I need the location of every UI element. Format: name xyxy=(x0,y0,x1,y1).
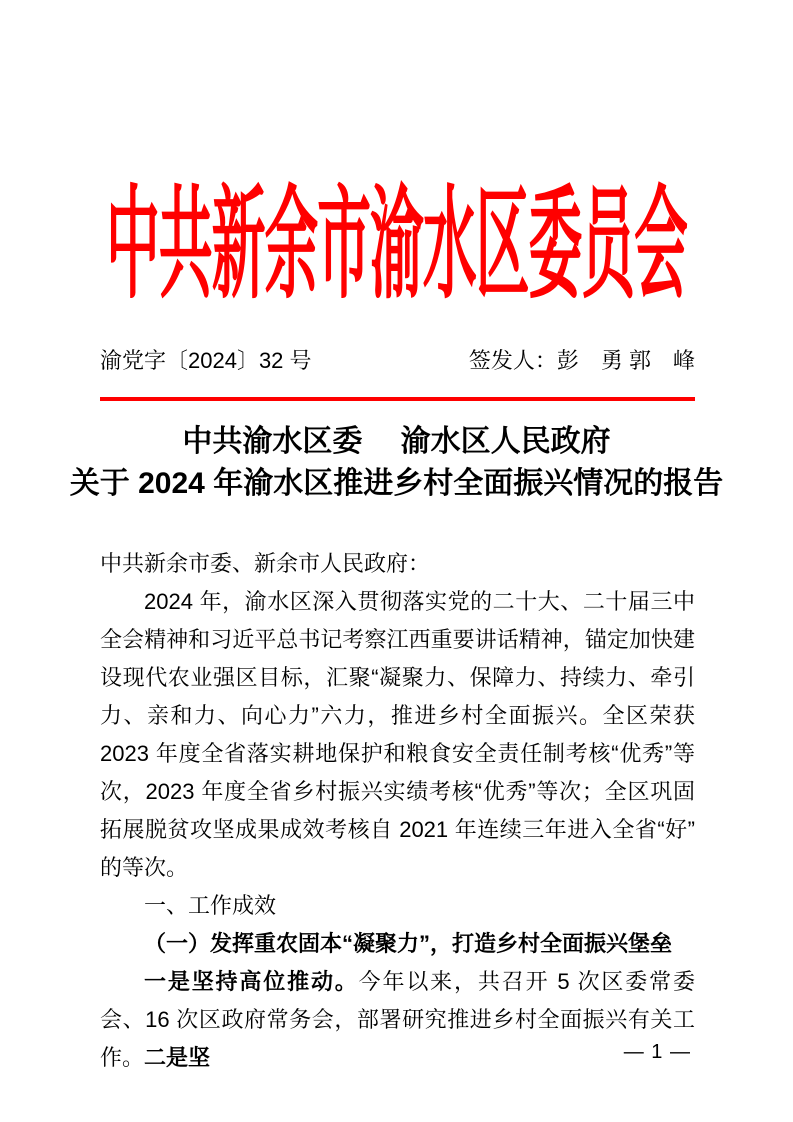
issuer-line: 签发人：彭 勇 郭 峰 xyxy=(468,348,695,373)
document-body xyxy=(100,545,695,1077)
subsection-heading: （一）发挥重农固本“凝聚力”，打造乡村全面振兴堡垒 xyxy=(144,931,673,956)
paragraph-intro: 2024 年，渝水区深入贯彻落实党的二十大、二十届三中全会精神和习近平总书记考察江西重要讲话精神，锚定加快建设现代农业强区目标，汇聚“凝聚力、保障力、持续力、牵引力、亲和力、向心力”六力，推进乡村全面振兴。全区荣获 2023 年度全省落实耕地保护和粮食安全责任制考核“优秀”等次，2023 年度全省乡村振兴实绩考核“优秀”等次；全区巩固拓展脱贫攻坚成果成效考核自 2021 年连续三年进入全省“好”的等次。 xyxy=(100,589,695,880)
section-heading: 一、工作成效 xyxy=(144,893,277,918)
title-line-1: 中共渝水区委 渝水区人民政府 xyxy=(182,425,611,458)
red-divider-line xyxy=(100,397,695,401)
page-number: — 1 — xyxy=(623,1041,691,1063)
org-title xyxy=(0,173,793,317)
doc-number-row xyxy=(100,347,695,375)
detail-bold-tail: 二是坚 xyxy=(144,1045,211,1070)
salutation: 中共新余市委、新余市人民政府： xyxy=(100,551,431,576)
document-title xyxy=(40,421,753,505)
detail-bold-lead: 一是坚持高位推动。 xyxy=(144,969,359,994)
doc-number: 渝党字〔2024〕32 号 xyxy=(100,348,312,373)
title-line-2: 关于 2024 年渝水区推进乡村全面振兴情况的报告 xyxy=(69,467,724,500)
paragraph-detail xyxy=(100,963,695,1077)
org-title-text: 中共新余市渝水区委员会 xyxy=(106,173,687,317)
detail-text: 今年以来，共召开 5 次区委常委会、16 次区政府常务会，部署研究推进乡村全面振兴有关工作。 xyxy=(100,969,695,1070)
